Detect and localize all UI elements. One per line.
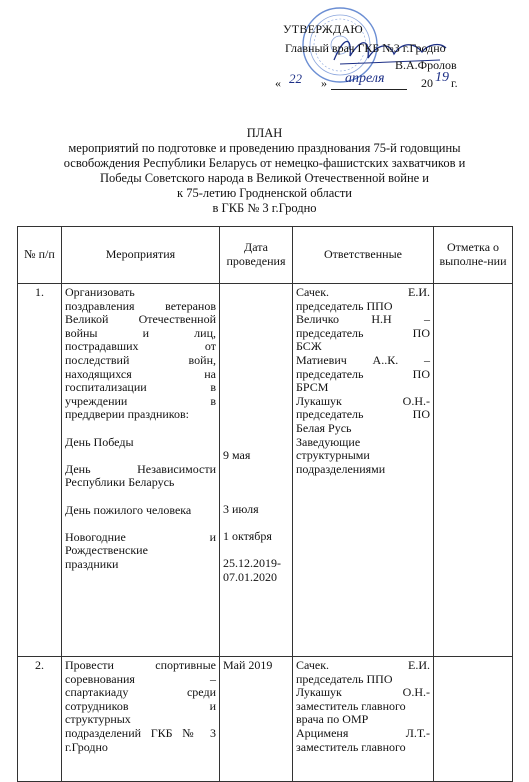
approval-day: 22 xyxy=(289,71,302,86)
responsible-cell xyxy=(293,657,434,782)
responsible-line: председатель ПО xyxy=(296,407,430,422)
responsible-line: председатель ПО xyxy=(296,325,430,340)
table-row xyxy=(18,284,513,657)
sub-event-name: праздники xyxy=(65,556,119,571)
title-line-3: освобождения Республики Беларусь от немецко-фашистских захватчиков и xyxy=(63,156,466,170)
title-line-1: ПЛАН xyxy=(246,126,283,140)
sub-event-date: 1 октября xyxy=(223,528,272,543)
responsible-line: Лукашук О.Н.- xyxy=(296,685,430,700)
date-underline xyxy=(331,89,407,90)
responsible-line: Матиевич А..К. – xyxy=(296,352,430,367)
event-line: сотрудников и xyxy=(65,698,216,713)
quote-open: « xyxy=(275,76,281,90)
approval-month: апреля xyxy=(345,71,385,86)
quote-close: » xyxy=(321,76,327,90)
responsible-line: Заведующие xyxy=(296,434,361,449)
row-number: 2. xyxy=(18,657,62,782)
approver-name: В.А.Фролов xyxy=(395,58,457,72)
responsible-line: Арцименя Л.Т.- xyxy=(296,725,430,740)
plan-table xyxy=(17,226,513,782)
responsible-line: БРСМ xyxy=(296,380,329,395)
event-line: структурных xyxy=(65,712,131,727)
table-header-row xyxy=(18,227,513,284)
event-cell xyxy=(62,657,220,782)
event-line: подразделений ГКБ № 3 xyxy=(65,725,216,740)
responsible-line: Сачек. Е.И. xyxy=(296,658,430,672)
sub-event-name: Рождественские xyxy=(65,543,148,558)
header-event: Мероприятия xyxy=(62,227,220,284)
event-line: поздравления ветеранов xyxy=(65,298,216,313)
sub-event-date: 25.12.2019- xyxy=(223,555,281,570)
title-line-4: Победы Советского народа в Великой Отечественной войне и xyxy=(99,171,429,185)
sub-event-name: День Победы xyxy=(65,434,134,449)
year-prefix: 20 xyxy=(421,76,433,90)
event-line: Организовать xyxy=(65,285,135,299)
header-mark: Отметка о выполне-нии xyxy=(434,227,513,284)
responsible-line: Лукашук О.Н.- xyxy=(296,393,430,408)
event-cell xyxy=(62,284,220,657)
event-line: находящихся на xyxy=(65,366,216,381)
mark-cell xyxy=(434,284,513,657)
sub-event-name: Республики Беларусь xyxy=(65,475,175,490)
responsible-line: БСЖ xyxy=(296,339,322,354)
title-line-2: мероприятий по подготовке и проведению празднования 75-й годовщины xyxy=(68,141,461,155)
date-cell xyxy=(220,284,293,657)
table-row xyxy=(18,657,513,782)
sub-event-name: День Независимости xyxy=(65,461,216,476)
event-line: Провести спортивные xyxy=(65,658,216,672)
sub-event-name: Новогодние и xyxy=(65,529,216,544)
responsible-line: структурными xyxy=(296,448,370,463)
header-responsible: Ответственные xyxy=(293,227,434,284)
event-line: Великой Отечественной xyxy=(65,312,216,327)
responsible-line: Сачек. Е.И. xyxy=(296,285,430,299)
responsible-line: подразделениями xyxy=(296,461,386,476)
title-line-5: к 75-летию Гродненской области xyxy=(177,186,352,200)
responsible-line: председатель ППО xyxy=(296,671,393,686)
event-line: спартакиаду среди xyxy=(65,685,216,700)
sub-event-name: День пожилого человека xyxy=(65,502,192,517)
header-date: Дата проведения xyxy=(220,227,293,284)
responsible-line: Величко Н.Н – xyxy=(296,312,430,327)
sub-event-date: 9 мая xyxy=(223,448,251,462)
event-line: последствий войн, xyxy=(65,352,216,367)
responsible-cell xyxy=(293,284,434,657)
responsible-line: заместитель главного xyxy=(296,739,406,754)
responsible-line: Белая Русь xyxy=(296,420,352,435)
sub-event-date: 07.01.2020 xyxy=(223,569,277,584)
responsible-line: врача по ОМР xyxy=(296,712,369,727)
responsible-line: заместитель главного xyxy=(296,698,406,713)
responsible-line: председатель ПО xyxy=(296,366,430,381)
event-line: г.Гродно xyxy=(65,739,108,754)
row-number: 1. xyxy=(18,284,62,657)
mark-cell xyxy=(434,657,513,782)
document-title xyxy=(0,126,529,216)
sub-event-date: 3 июля xyxy=(223,501,259,516)
event-line: соревнования – xyxy=(65,671,216,686)
event-line: преддверии праздников: xyxy=(65,407,190,422)
year-suffix: г. xyxy=(451,76,458,90)
date-cell: Май 2019 xyxy=(220,657,293,782)
year-handwritten: 19 xyxy=(435,70,449,85)
approval-heading: УТВЕРЖДАЮ xyxy=(283,22,364,36)
approver-position: Главный врач ГКБ №3 г.Гродно xyxy=(285,41,446,55)
event-line: учреждении в xyxy=(65,393,216,408)
title-line-6: в ГКБ № 3 г.Гродно xyxy=(212,201,317,215)
header-num: № п/п xyxy=(18,227,62,284)
event-line: войны и лиц, xyxy=(65,325,216,340)
responsible-line: председатель ППО xyxy=(296,298,393,313)
event-line: пострадавших от xyxy=(65,339,216,354)
event-line: госпитализации в xyxy=(65,380,216,395)
